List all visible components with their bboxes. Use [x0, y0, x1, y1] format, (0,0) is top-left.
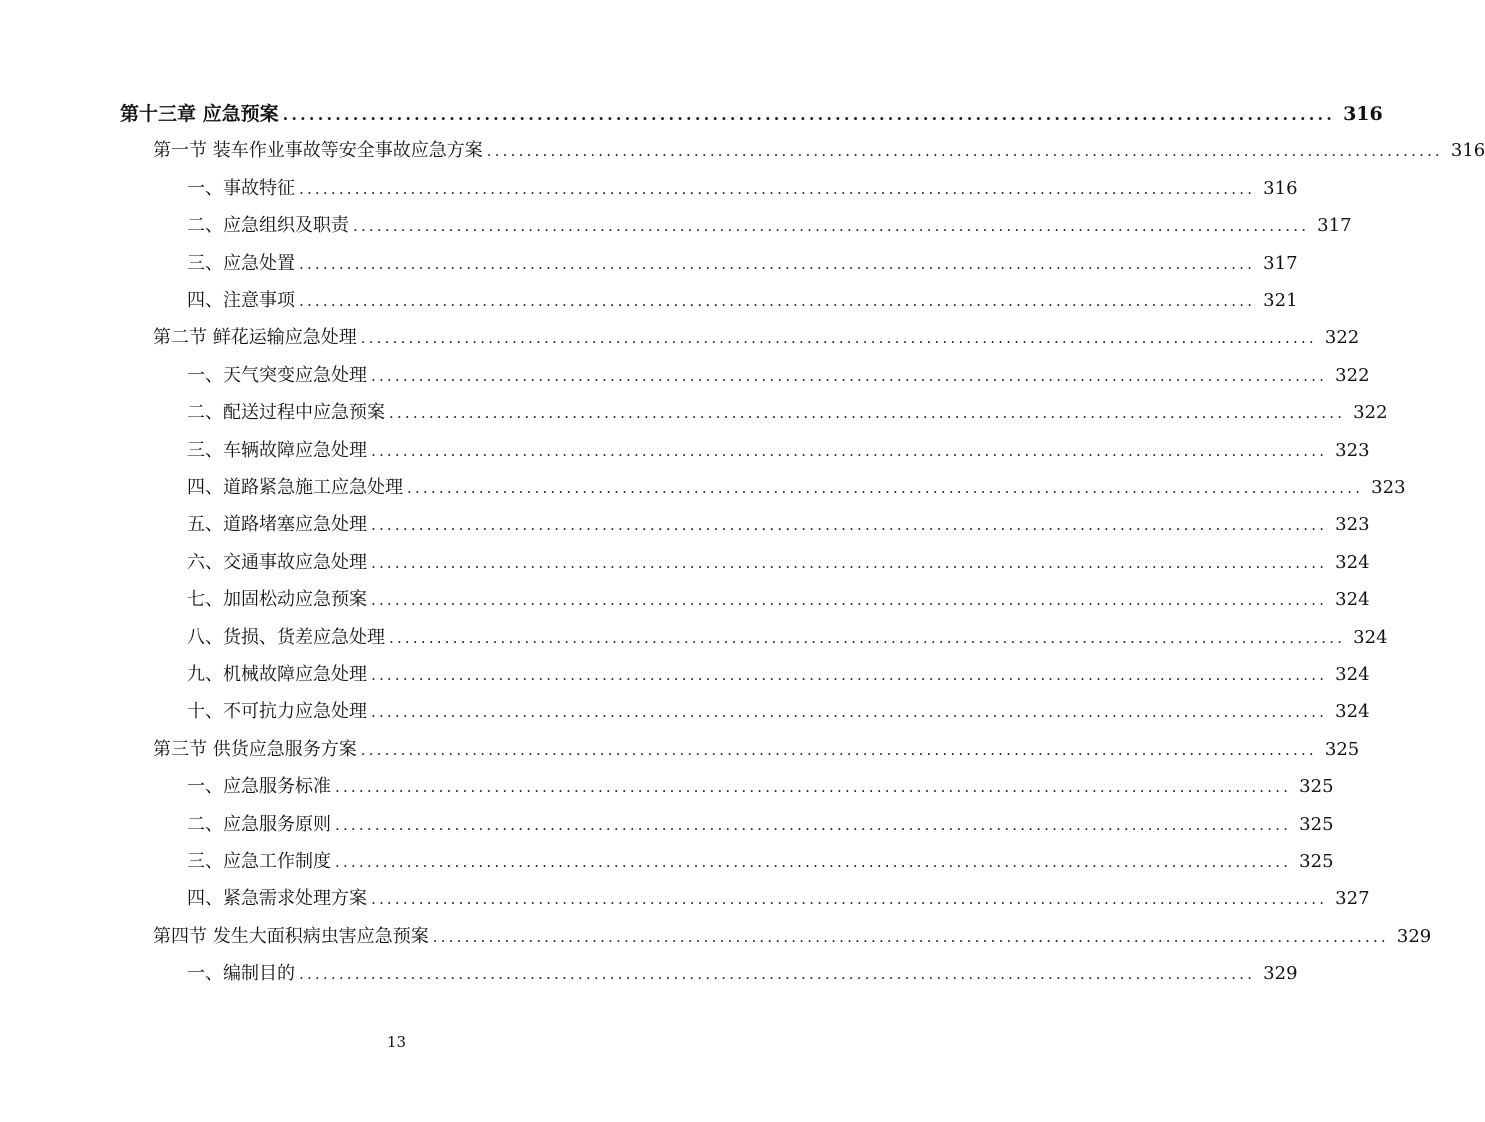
toc-entry-page: 317 — [1263, 252, 1298, 274]
toc-item-entry[interactable] — [187, 660, 1370, 690]
toc-entry-title: 第一节 装车作业事故等安全事故应急方案 — [153, 140, 483, 162]
toc-entry-title: 五、道路堵塞应急处理 — [187, 514, 367, 536]
toc-entry-page: 324 — [1353, 626, 1388, 648]
toc-entry-title: 二、应急服务原则 — [187, 813, 331, 835]
toc-entry-title: 三、应急工作制度 — [187, 851, 331, 872]
toc-item-entry[interactable] — [187, 847, 1334, 877]
toc-entry-title: 三、车辆故障应急处理 — [187, 439, 367, 461]
toc-entry-page: 329 — [1263, 963, 1298, 985]
toc-entry-page: 324 — [1335, 664, 1370, 685]
toc-item-entry[interactable] — [187, 211, 1352, 241]
toc-item-entry[interactable] — [187, 623, 1388, 653]
toc-dot-leader: ........................................................................................................................ — [432, 927, 1389, 946]
toc-entry-page: 323 — [1371, 477, 1406, 498]
toc-entry-title: 第四节 发生大面积病虫害应急预案 — [153, 925, 429, 947]
toc-entry-title: 三、应急处置 — [187, 252, 295, 274]
toc-section-entry[interactable] — [153, 323, 1360, 353]
toc-entry-page: 322 — [1324, 327, 1360, 349]
toc-dot-leader: ........................................................................................................................ — [389, 404, 1346, 423]
toc-entry-page: 322 — [1353, 402, 1388, 424]
toc-entry-title: 一、编制目的 — [187, 963, 295, 985]
toc-dot-leader: ........................................................................................................................ — [360, 329, 1317, 348]
toc-entry-page: 324 — [1335, 589, 1370, 611]
toc-entry-title: 一、应急服务标准 — [187, 776, 331, 798]
toc-item-entry[interactable] — [187, 810, 1334, 840]
toc-dot-leader: ........................................................................................................................ — [335, 815, 1292, 834]
toc-entry-page: 325 — [1324, 738, 1360, 760]
toc-dot-leader: ........................................................................................................................ — [371, 441, 1328, 460]
toc-dot-leader: ........................................................................................................................ — [371, 591, 1328, 610]
toc-entry-page: 327 — [1335, 888, 1370, 910]
toc-item-entry[interactable] — [187, 436, 1370, 466]
toc-dot-leader: ........................................................................................................................ — [371, 703, 1328, 722]
toc-entry-page: 324 — [1335, 551, 1370, 573]
toc-item-entry[interactable] — [187, 361, 1370, 391]
toc-entry-title: 十、不可抗力应急处理 — [187, 701, 367, 723]
toc-entry-page: 325 — [1299, 776, 1334, 798]
toc-item-entry[interactable] — [187, 585, 1370, 615]
toc-entry-page: 316 — [1263, 177, 1298, 199]
toc-item-entry[interactable] — [187, 510, 1370, 540]
toc-entry-title: 九、机械故障应急处理 — [187, 664, 367, 685]
toc-entry-title: 四、道路紧急施工应急处理 — [187, 477, 403, 498]
toc-dot-leader: ........................................................................................................................ — [335, 778, 1292, 797]
toc-entry-page: 323 — [1335, 514, 1370, 536]
toc-item-entry[interactable] — [187, 884, 1370, 914]
toc-item-entry[interactable] — [187, 286, 1298, 316]
toc-item-entry[interactable] — [187, 473, 1406, 503]
toc-section-entry[interactable] — [153, 136, 1485, 166]
toc-section-entry[interactable] — [153, 922, 1432, 952]
toc-item-entry[interactable] — [187, 174, 1298, 204]
toc-dot-leader: ........................................................................................................................ — [299, 965, 1256, 984]
toc-entry-title: 八、货损、货差应急处理 — [187, 626, 385, 648]
toc-entry-page: 316 — [1343, 103, 1383, 125]
toc-entry-title: 四、紧急需求处理方案 — [187, 888, 367, 910]
toc-entry-title: 六、交通事故应急处理 — [187, 551, 367, 573]
toc-entry-page: 325 — [1299, 851, 1334, 872]
toc-dot-leader: ........................................................................................................................ — [389, 628, 1346, 647]
toc-item-entry[interactable] — [187, 249, 1298, 279]
toc-entry-title: 七、加固松动应急预案 — [187, 589, 367, 611]
toc-entry-title: 二、应急组织及职责 — [187, 215, 349, 237]
toc-entry-title: 二、配送过程中应急预案 — [187, 402, 385, 424]
toc-dot-leader: ........................................................................................................................ — [371, 366, 1328, 385]
toc-entry-page: 324 — [1335, 701, 1370, 723]
toc-entry-title: 一、事故特征 — [187, 177, 295, 199]
toc-section-entry[interactable] — [153, 735, 1360, 765]
toc-entry-page: 321 — [1263, 290, 1298, 311]
toc-entry-page: 329 — [1396, 925, 1432, 947]
toc-entry-page: 322 — [1335, 364, 1370, 386]
toc-dot-leader: ........................................................................................................................ — [371, 553, 1328, 572]
toc-chapter-entry[interactable] — [120, 99, 1383, 129]
toc-dot-leader: ........................................................................................................................ — [299, 292, 1256, 310]
toc-dot-leader: ........................................................................................................................ — [360, 740, 1317, 759]
toc-dot-leader: ........................................................................................................................ — [486, 142, 1443, 161]
toc-dot-leader: ........................................................................................................................ — [371, 666, 1328, 684]
toc-dot-leader: ........................................................................................................................ — [335, 853, 1292, 871]
toc-item-entry[interactable] — [187, 548, 1370, 578]
toc-item-entry[interactable] — [187, 959, 1298, 989]
toc-dot-leader: ........................................................................................................................ — [299, 179, 1256, 198]
toc-entry-title: 第十三章 应急预案 — [120, 103, 279, 125]
toc-dot-leader: ........................................................................................................................ — [353, 217, 1310, 236]
toc-entry-page: 317 — [1317, 215, 1352, 237]
toc-dot-leader: ........................................................................................................................ — [299, 254, 1256, 273]
toc-entry-title: 一、天气突变应急处理 — [187, 364, 367, 386]
toc-item-entry[interactable] — [187, 697, 1370, 727]
page-number: 13 — [386, 1033, 407, 1051]
toc-entry-title: 四、注意事项 — [187, 290, 295, 311]
toc-dot-leader: ........................................................................................................................ — [407, 479, 1364, 497]
toc-entry-title: 第三节 供货应急服务方案 — [153, 738, 357, 760]
toc-entry-page: 325 — [1299, 813, 1334, 835]
toc-entry-title: 第二节 鲜花运输应急处理 — [153, 327, 357, 349]
toc-item-entry[interactable] — [187, 398, 1388, 428]
toc-entry-page: 323 — [1335, 439, 1370, 461]
toc-dot-leader: ........................................................................................................................ — [371, 890, 1328, 909]
toc-dot-leader: ........................................................................................................................ — [371, 516, 1328, 535]
toc-item-entry[interactable] — [187, 772, 1334, 802]
toc-dot-leader: ........................................................................................................................ — [282, 105, 1336, 124]
toc-entry-page: 316 — [1450, 140, 1485, 162]
